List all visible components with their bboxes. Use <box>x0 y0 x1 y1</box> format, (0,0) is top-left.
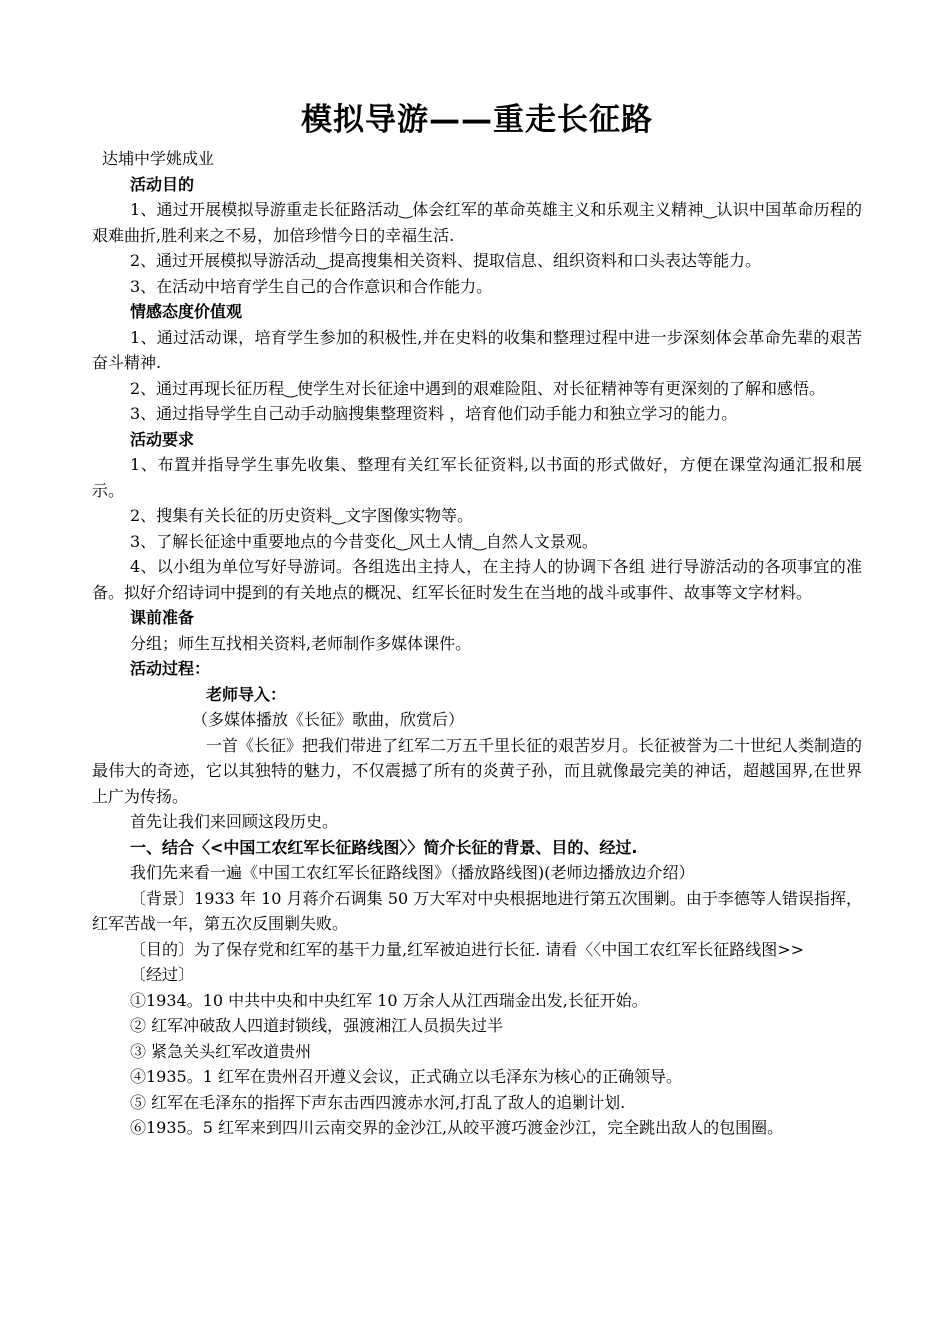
list-item: ⑤ 红军在毛泽东的指挥下声东击西四渡赤水河,打乱了敌人的追剿计划. <box>130 1092 626 1112</box>
paragraph: 2、搜集有关长征的历史资料‿文字图像实物等。 <box>130 506 474 525</box>
list-item: ⑥1935。5 红军来到四川云南交界的金沙江,从皎平渡巧渡金沙江，完全跳出敌人的包围圈。 <box>130 1118 784 1137</box>
paragraph: 1、通过活动课，培育学生参加的积极性,并在史料的收集和整理过程中进一步深刻体会革命先辈的艰苦奋斗精神. <box>92 327 862 372</box>
paragraph: 3、通过指导学生自己动手动脑搜集整理资料 ，培育他们动手能力和独立学习的能力。 <box>130 404 738 423</box>
section-heading-process: 活动过程： <box>130 659 211 678</box>
part-one-heading: 一、结合〈<中国工农红军长征路线图〉〉简介长征的背景、目的、经过. <box>130 837 638 857</box>
paragraph: 2、通过开展模拟导游活动‿提高搜集相关资料、提取信息、组织资料和口头表达等能力。 <box>130 251 762 270</box>
paragraph: 3、了解长征途中重要地点的今昔变化‿风土人情‿自然人文景观。 <box>130 531 598 551</box>
paragraph: 4、以小组为单位写好导游词。各组选出主持人，在主持人的协调下各组 进行导游活动的各项事宜的准备。拟好介绍诗词中提到的有关地点的概况、红军长征时发生在当地的战斗或事件、故事等文字材料。 <box>92 557 862 602</box>
page-title: 模拟导游——重走长征路 <box>301 102 653 138</box>
paragraph: 2、通过再现长征历程‿使学生对长征途中遇到的艰难险阻、对长征精神等有更深刻的了解和感悟。 <box>130 378 826 398</box>
section-heading-requirements: 活动要求 <box>130 429 195 449</box>
paragraph: 1、布置并指导学生事先收集、整理有关红军长征资料,以书面的形式做好，方便在课堂沟通汇报和展示。 <box>92 455 862 500</box>
paragraph: 一首《长征》把我们带进了红军二万五千里长征的艰苦岁月。长征被誉为二十世纪人类制造的最伟大的奇迹，它以其独特的魅力，不仅震撼了所有的炎黄子孙，而且就像最完美的神话，超越国界,在世界上广为传扬。 <box>92 735 863 806</box>
sub-heading-teacher-intro: 老师导入： <box>206 684 287 704</box>
paragraph: 1、通过开展模拟导游重走长征路活动‿体会红军的革命英雄主义和乐观主义精神‿认识中国革命历程的艰难曲折,胜利来之不易，加倍珍惜今日的幸福生活. <box>92 200 862 245</box>
paragraph: 首先让我们来回顾这段历史。 <box>130 812 339 831</box>
section-heading-values: 情感态度价值观 <box>130 302 243 321</box>
list-item: ② 红军冲破敌人四道封锁线，强渡湘江人员损失过半 <box>130 1016 504 1035</box>
list-item: ③ 紧急关头红军改道贵州 <box>130 1041 312 1061</box>
section-heading-preparation: 课前准备 <box>130 608 195 627</box>
list-item: ①1934。10 中共中央和中央红军 10 万余人从江西瑞金出发,长征开始。 <box>130 990 648 1010</box>
section-heading-goals: 活动目的 <box>130 174 195 194</box>
paragraph: 〔经过〕 <box>130 965 195 984</box>
paragraph: 分组；师生互找相关资料,老师制作多媒体课件。 <box>130 633 472 653</box>
media-note: （多媒体播放《长征》歌曲，欣赏后） <box>192 710 465 729</box>
paragraph: 〔背景〕1933 年 10 月蒋介石调集 50 万大军对中央根据地进行第五次围剿。由于李德等人错误指挥，红军苦战一年，第五次反围剿失败。 <box>92 888 862 933</box>
paragraph: 3、在活动中培育学生自己的合作意识和合作能力。 <box>130 276 493 296</box>
paragraph: 我们先来看一遍《中国工农红军长征路线图》（播放路线图)(老师边播放边介绍） <box>130 863 695 882</box>
author-line: 达埔中学姚成业 <box>102 149 215 168</box>
paragraph: 〔目的〕为了保存党和红军的基干力量,红军被迫进行长征. 请看〈〈中国工农红军长征路线图>> <box>130 939 805 959</box>
list-item: ④1935。1 红军在贵州召开遵义会议，正式确立以毛泽东为核心的正确领导。 <box>130 1067 682 1086</box>
